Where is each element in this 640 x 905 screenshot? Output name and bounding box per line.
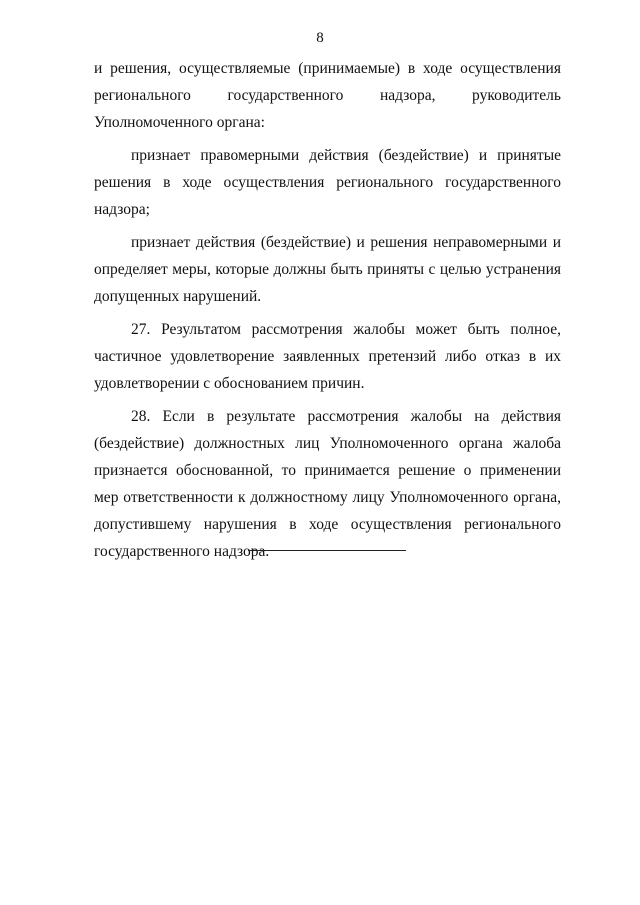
paragraph-continuation: и решения, осуществляемые (принимаемые) в ходе осуществления регионального государственного надзора, руководитель Уполномоченного органа: (94, 60, 561, 131)
paragraph-27: 27. Результатом рассмотрения жалобы может быть полное, частичное удовлетворение заявленных претензий либо отказ в их удовлетворении с обоснованием причин. (94, 321, 561, 392)
paragraph-unlawful-actions: признает действия (бездействие) и решения неправомерными и определяет меры, которые должны быть приняты с целью устранения допущенных нарушений. (94, 234, 561, 305)
document-body (94, 55, 561, 571)
page-number: 8 (316, 30, 324, 46)
closing-divider-line (248, 550, 406, 551)
paragraph-28: 28. Если в результате рассмотрения жалобы на действия (бездействие) должностных лиц Уполномоченного органа жалоба признается обоснованной, то принимается решение о применении мер ответственности к должностному лицу Уполномоченного органа, допустившему нарушения в ходе осуществления регионального государственного надзора. (94, 408, 561, 560)
paragraph-lawful-actions: признает правомерными действия (бездействие) и принятые решения в ходе осуществления регионального государственного надзора; (94, 147, 561, 218)
